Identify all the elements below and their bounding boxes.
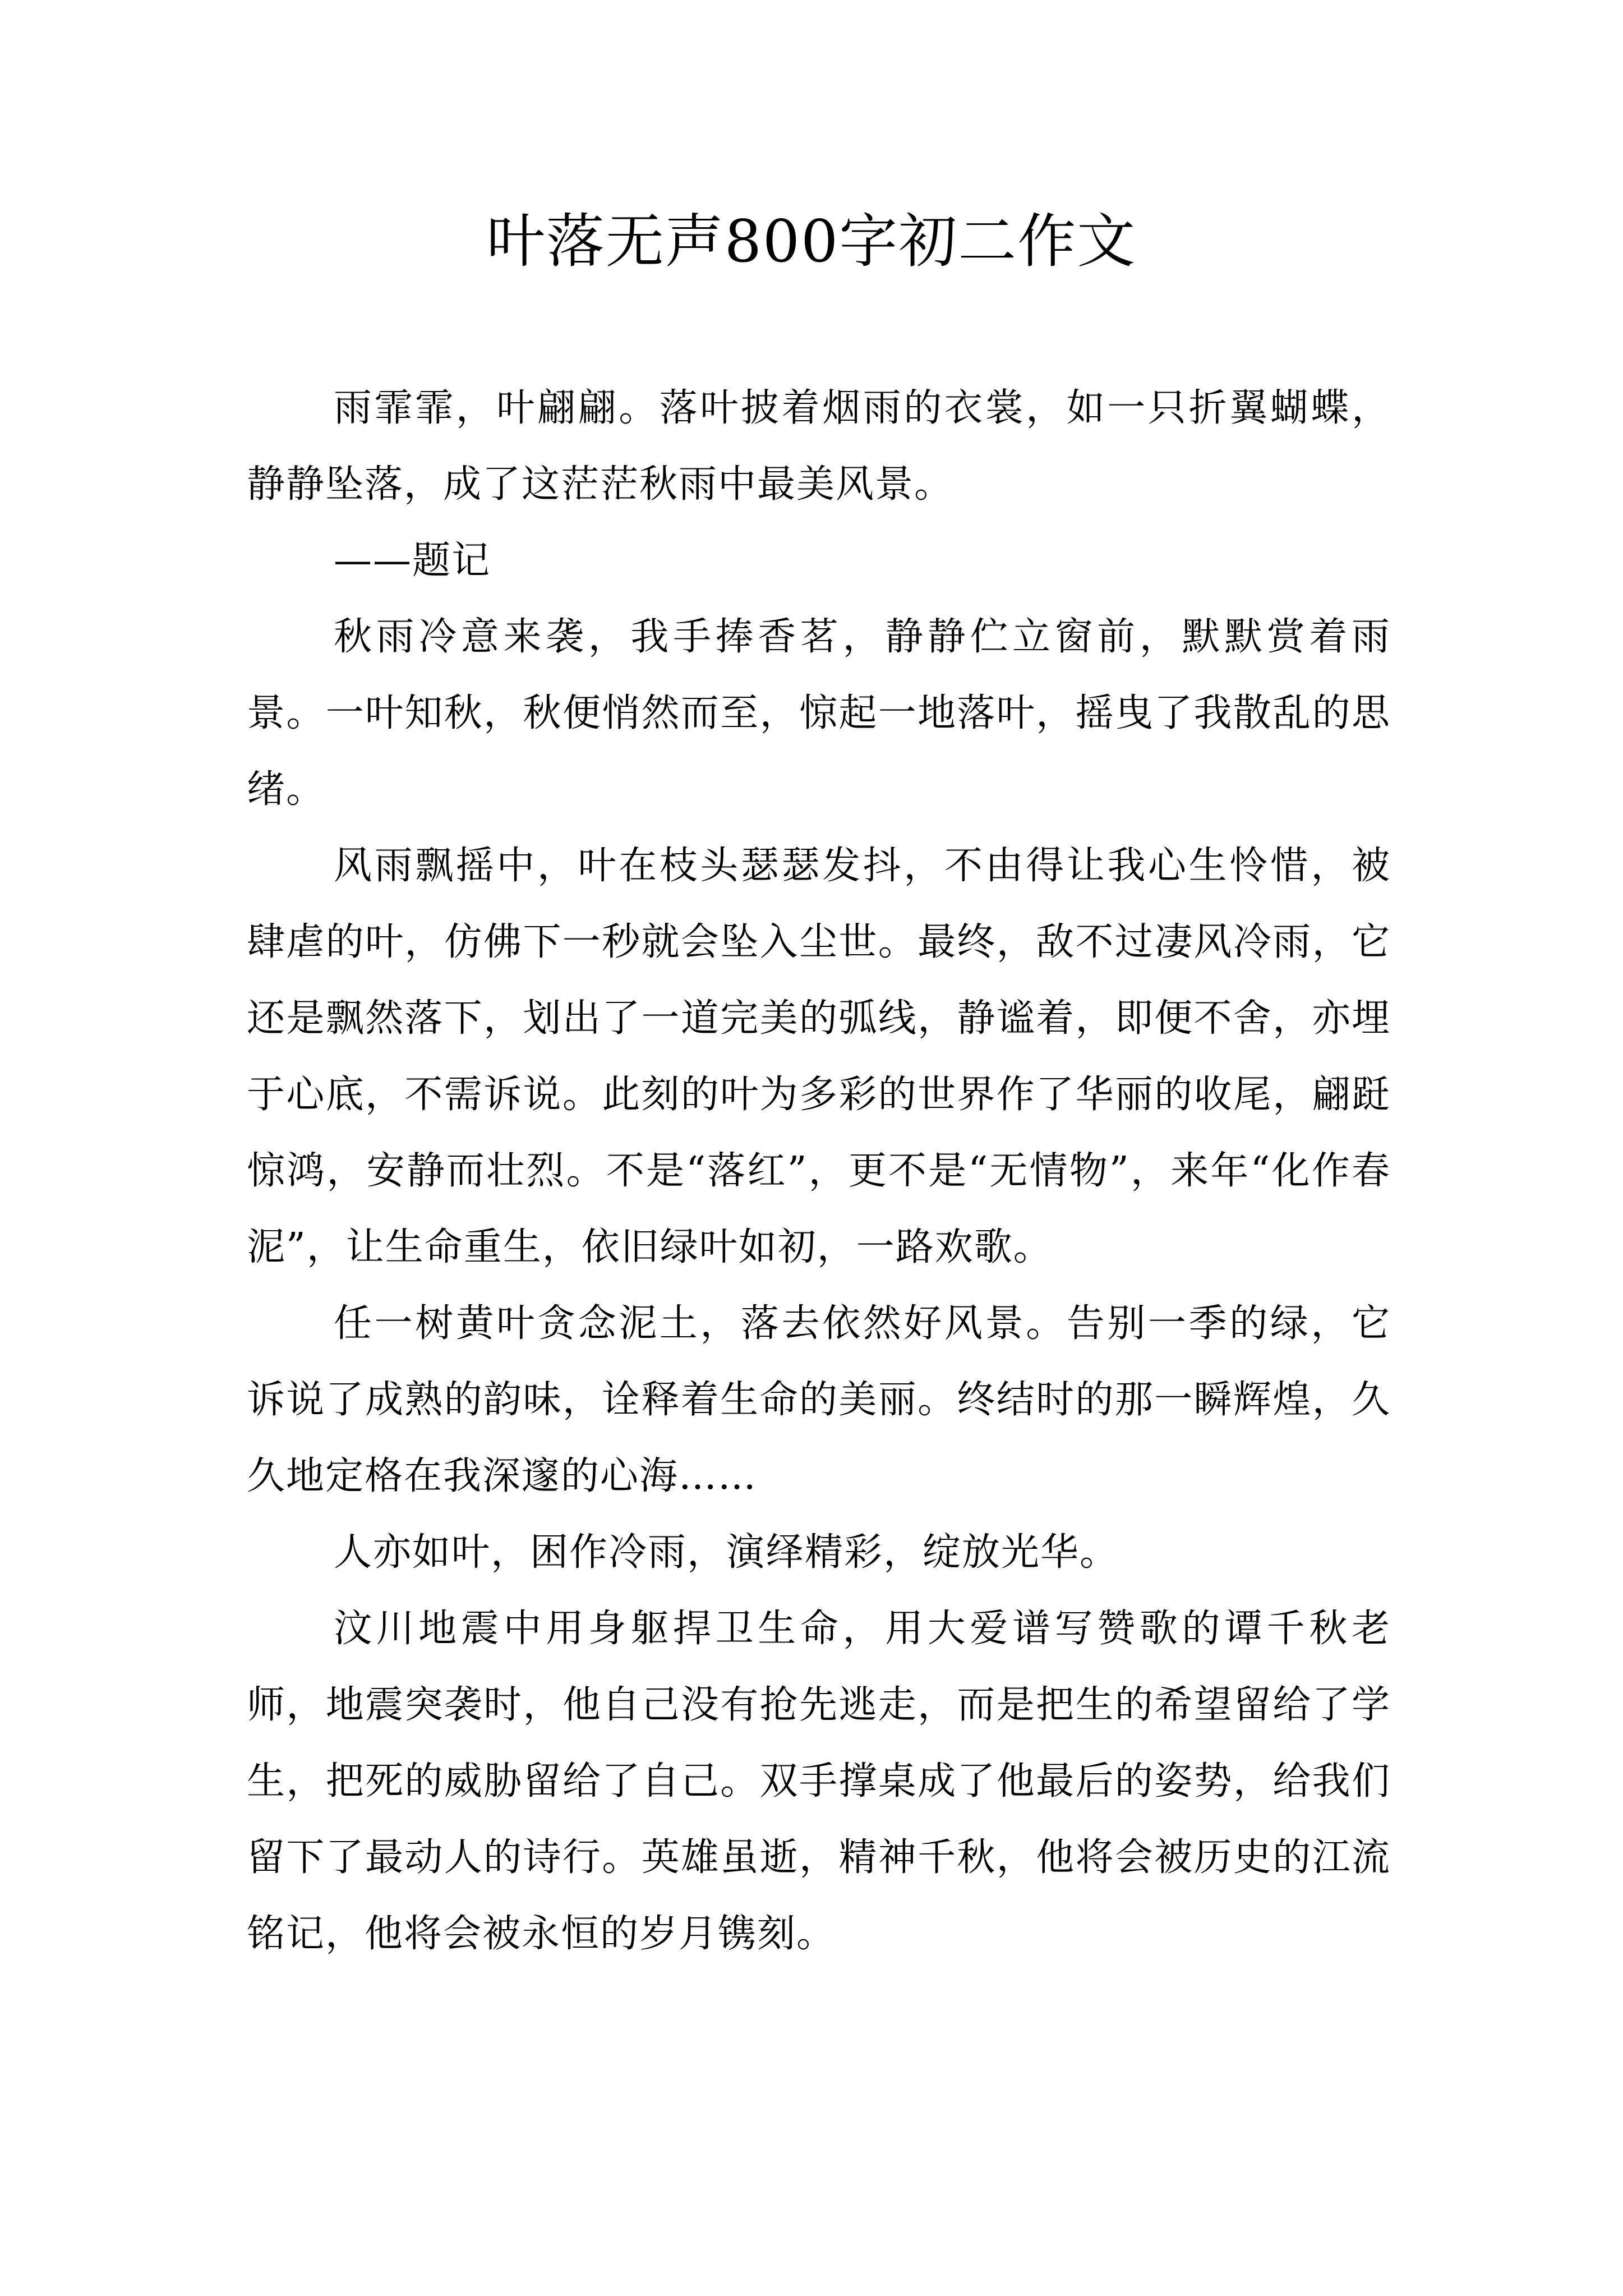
paragraph-epigraph: 雨霏霏，叶翩翩。落叶披着烟雨的衣裳，如一只折翼蝴蝶，静静坠落，成了这茫茫秋雨中最美风景。 — [247, 386, 1391, 507]
paragraph: 人亦如叶，困作冷雨，演绎精彩，绽放光华。 — [334, 1530, 1119, 1575]
document-title: 叶落无声800字初二作文 — [486, 207, 1137, 275]
paragraph-epigraph-attribution: ——题记 — [334, 539, 491, 583]
paragraph: 风雨飘摇中，叶在枝头瑟瑟发抖，不由得让我心生怜惜，被肆虐的叶，仿佛下一秒就会坠入尘世。最终，敌不过凄风冷雨，它还是飘然落下，划出了一道完美的弧线，静谧着，即便不舍，亦埋于心底，不需诉说。此刻的叶为多彩的世界作了华丽的收尾，翩跹惊鸿，安静而壮烈。不是“落红”，更不是“无情物”，来年“化作春泥”，让生命重生，依旧绿叶如初，一路欢歌。 — [247, 844, 1391, 1269]
paragraph: 汶川地震中用身躯捍卫生命，用大爱谱写赞歌的谭千秋老师，地震突袭时，他自己没有抢先逃走，而是把生的希望留给了学生，把死的威胁留给了自己。双手撑桌成了他最后的姿势，给我们留下了最动人的诗行。英雄虽逝，精神千秋，他将会被历史的江流铭记，他将会被永恒的岁月镌刻。 — [247, 1607, 1391, 1956]
paragraph: 任一树黄叶贪念泥土，落去依然好风景。告别一季的绿，它诉说了成熟的韵味，诠释着生命的美丽。终结时的那一瞬辉煌，久久地定格在我深邃的心海…… — [247, 1301, 1391, 1498]
document-body — [247, 370, 1391, 1972]
paragraph: 秋雨冷意来袭，我手捧香茗，静静伫立窗前，默默赏着雨景。一叶知秋，秋便悄然而至，惊起一地落叶，摇曳了我散乱的思绪。 — [247, 615, 1391, 812]
